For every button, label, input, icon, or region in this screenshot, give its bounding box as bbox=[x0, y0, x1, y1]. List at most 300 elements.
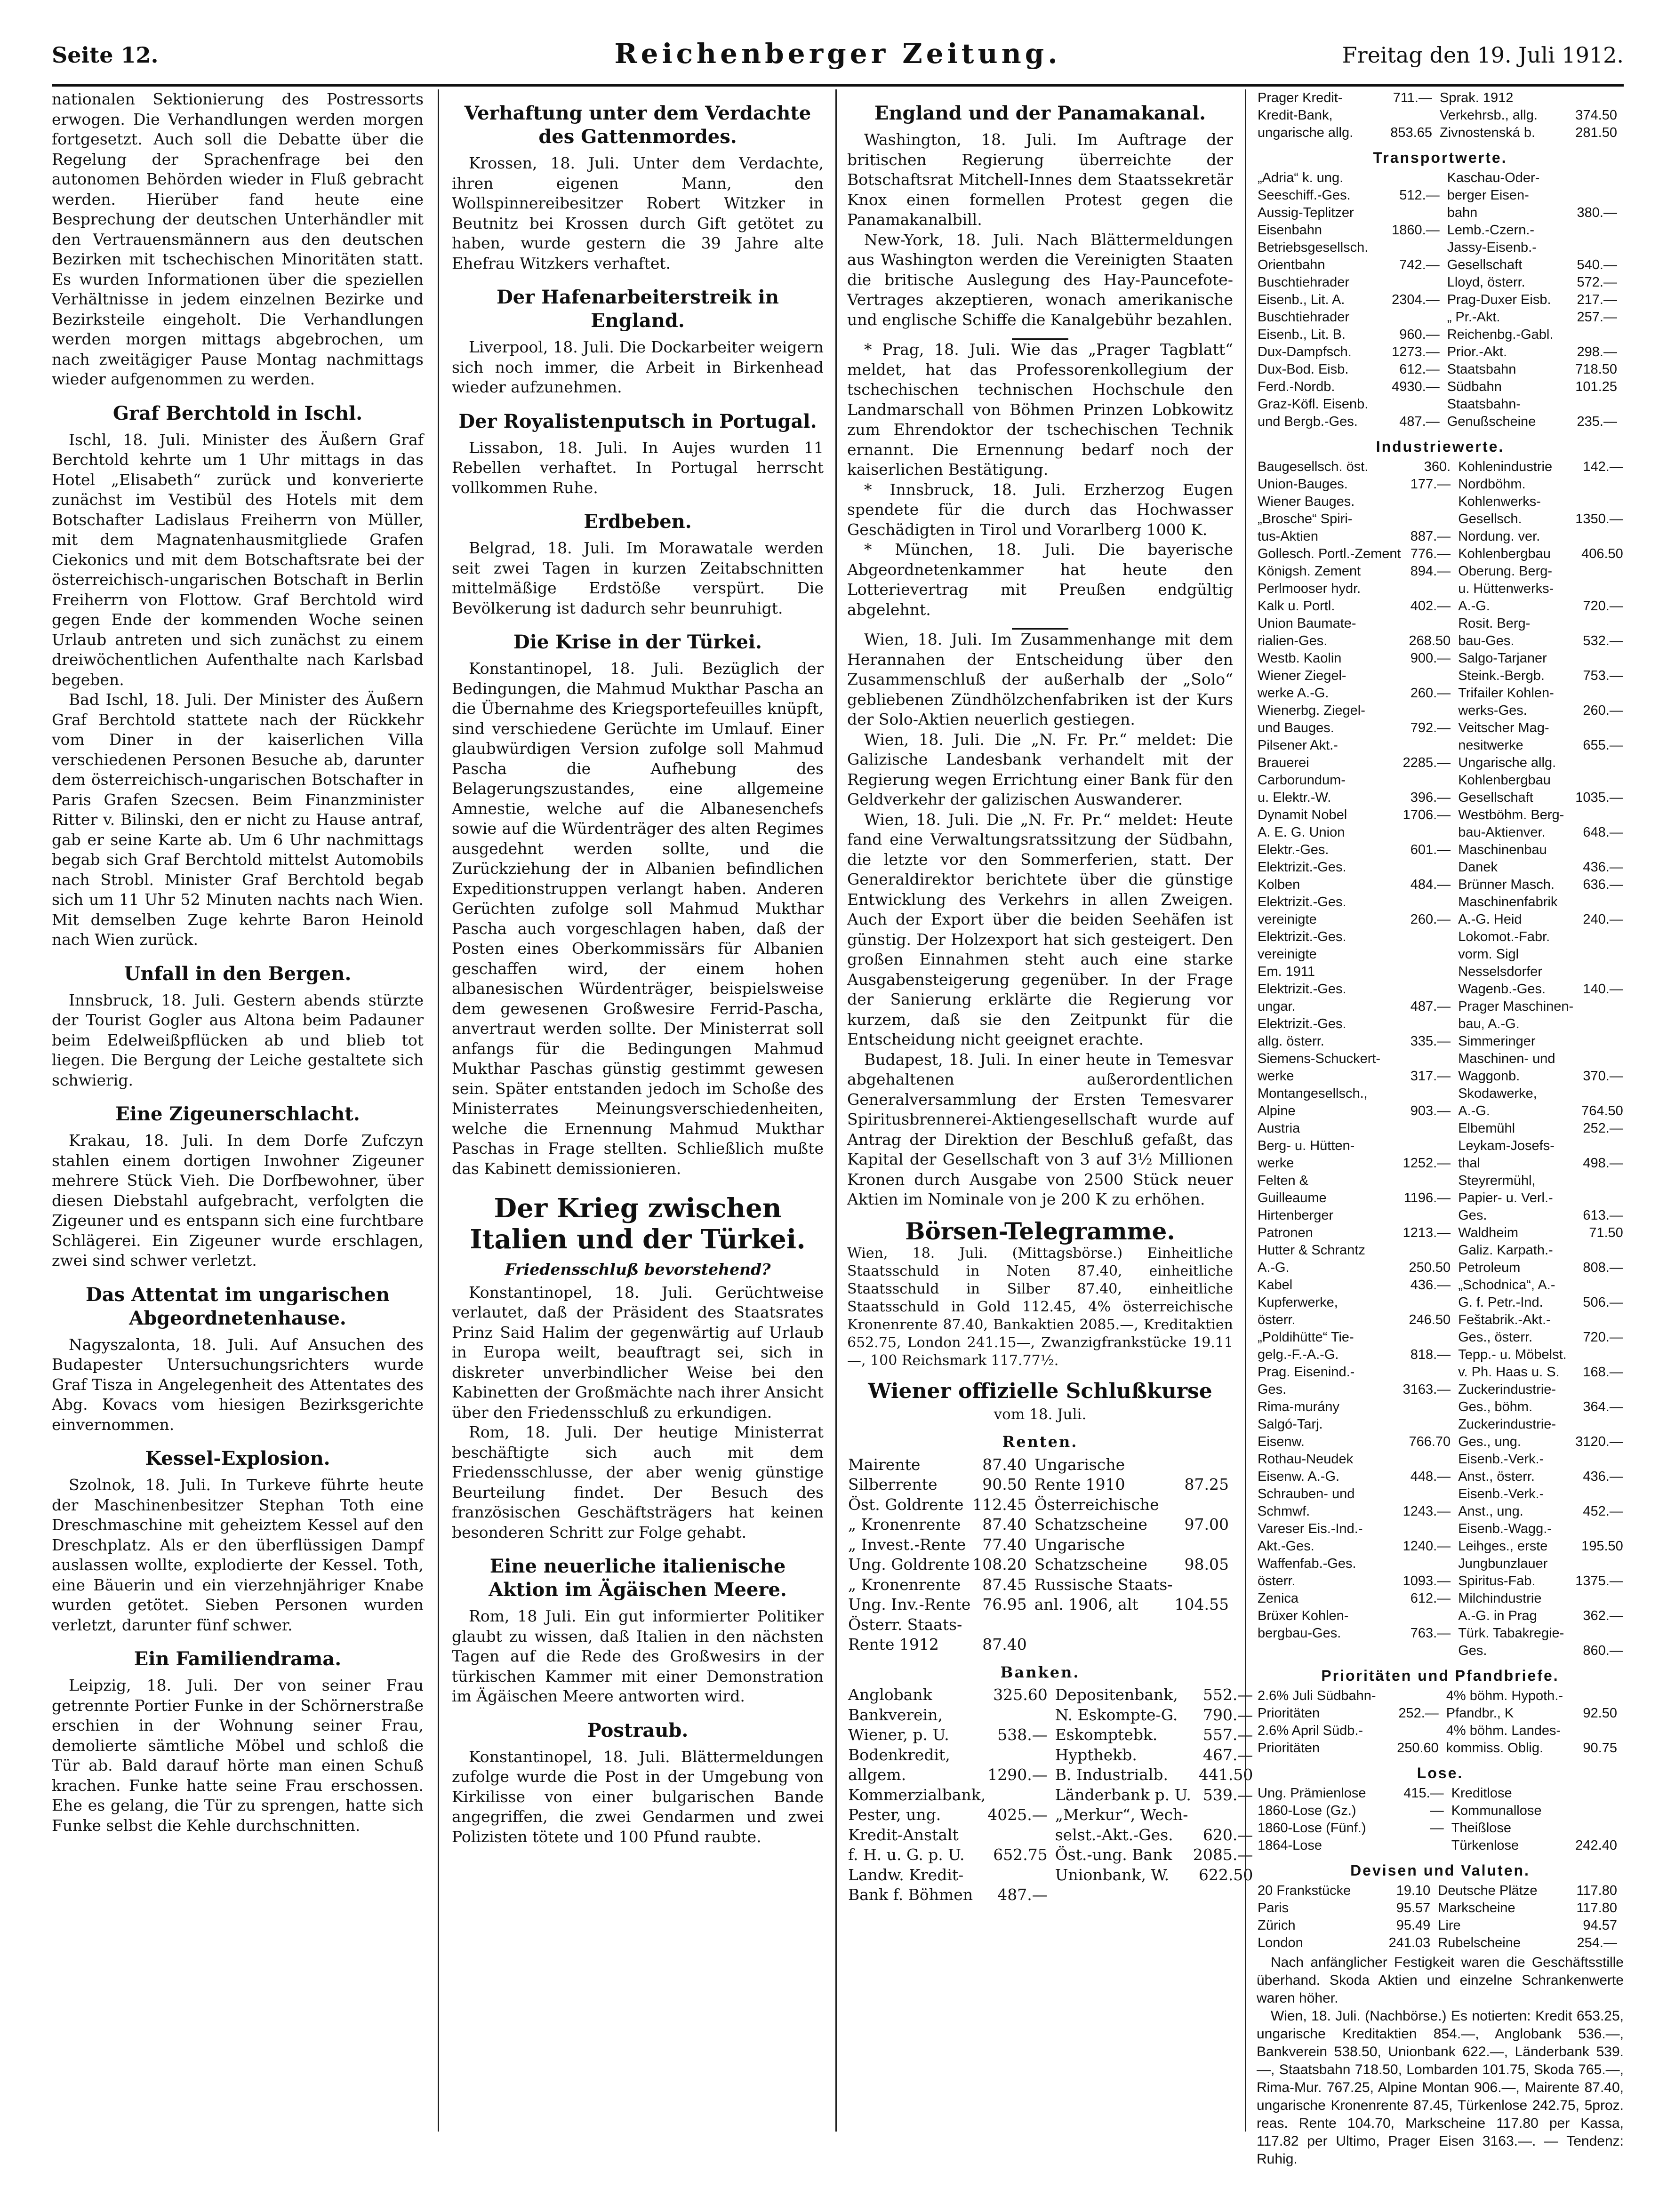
quote-value: 87.45 bbox=[982, 1575, 1027, 1594]
quote-name: Westb. Kaolin bbox=[1258, 651, 1342, 666]
quote-value: 655.— bbox=[1583, 738, 1623, 753]
quote-row bbox=[1257, 859, 1630, 876]
article-paragraph: Wien, 18. Juli. Im Zusammenhange mit dem Herannahen der Entscheidung über den Zusammenschluß der außerhalb der „Solo“ gebliebenen Zündhölzchenfabriken ist der Kurs der Solo-Aktien neuerlich gestiegen. bbox=[847, 630, 1233, 728]
quote-row bbox=[1257, 343, 1624, 361]
quote-value: 903.— bbox=[1410, 1103, 1451, 1118]
quote-name: „Schodnica“, A.- bbox=[1458, 1278, 1555, 1293]
quote-name: 1860-Lose (Gz.) bbox=[1258, 1803, 1356, 1818]
quote-row bbox=[1257, 1050, 1630, 1068]
quote-value: 250.60 bbox=[1397, 1741, 1439, 1756]
quote-name: Eisenbahn bbox=[1258, 223, 1322, 238]
nachboerse-text: Wien, 18. Juli. (Nachbörse.) Es notierten: Kredit 653.25, ungarische Kreditaktien 854.—, Anglobank 536.—, Bankverein 538.50, Unionbank 622.—, Länderbank 539.—, Staatsbahn 718.50, Lombarden 101.75, Skoda 765.—, Rima-Mur. 767.25, Alpine Montan 906.—, Mairente 87.40, ungarische Kronenrente 87.45, Türkenlose 242.75, 5proz. reas. Rente 104.70, Markscheine 117.80 per Kassa, 117.82 per Ultimo, Prager Eisen 3163.—. — Tendenz: Ruhig. bbox=[1257, 2008, 1624, 2167]
article-paragraph: Budapest, 18. Juli. In einer heute in Temesvar abgehaltenen außerordentlichen Generalversammlung der Ersten Temesvarer Spiritusbrennerei-Aktiengesellschaft wurde auf Antrag der Direktion der Beschluß gefaßt, das Kapital der Gesellschaft von 3 auf 3½ Millionen Kronen durch Ausgabe von 2500 Stück neuer Aktien im Nominale von je 200 K zu erhöhen. bbox=[847, 1050, 1233, 1208]
quote-name: allgem. bbox=[848, 1765, 906, 1784]
quote-value: 552.— bbox=[1202, 1685, 1253, 1704]
quote-name: Markscheine bbox=[1438, 1901, 1515, 1916]
quote-value: — bbox=[1430, 1821, 1444, 1836]
quote-name: Gesellschaft bbox=[1447, 257, 1523, 272]
quote-name: Landw. Kredit- bbox=[848, 1865, 964, 1884]
quote-row bbox=[1257, 1520, 1630, 1538]
quote-value: 104.55 bbox=[1174, 1595, 1229, 1613]
quote-row bbox=[1257, 981, 1630, 998]
quote-row bbox=[1257, 928, 1630, 946]
quote-row bbox=[1257, 89, 1624, 107]
quote-value bbox=[1384, 239, 1446, 256]
quote-name: Pfandbr., K bbox=[1446, 1706, 1514, 1721]
quote-value bbox=[1574, 1381, 1630, 1398]
quote-name: Kommerzialbank, bbox=[848, 1785, 986, 1804]
quote-value bbox=[1574, 1520, 1630, 1538]
quote-name: Lire bbox=[1438, 1918, 1461, 1933]
quote-value: 436.— bbox=[1583, 860, 1623, 875]
quote-name: Betriebsgesellsch. bbox=[1258, 240, 1369, 255]
quote-value bbox=[1574, 998, 1630, 1015]
quote-value bbox=[1574, 1033, 1630, 1050]
quote-name: Baugesellsch. öst. bbox=[1258, 459, 1369, 474]
quote-name: Prioritäten bbox=[1258, 1741, 1320, 1756]
quote-name: „Adria“ k. ung. bbox=[1258, 170, 1344, 185]
article-paragraph: * Innsbruck, 18. Juli. Erzherzog Eugen spendete für die durch das Hochwasser Geschädigten in Tirol und Vorarlberg 1000 K. bbox=[847, 480, 1233, 539]
quote-value: 2304.— bbox=[1392, 292, 1440, 307]
quote-value bbox=[1378, 107, 1439, 124]
quote-value: 257.— bbox=[1577, 310, 1617, 325]
quote-value: 753.— bbox=[1583, 668, 1623, 683]
quote-name: allg. österr. bbox=[1258, 1034, 1324, 1049]
quote-value: 1035.— bbox=[1575, 790, 1623, 805]
quote-value: 441.50 bbox=[1198, 1765, 1253, 1784]
quote-row bbox=[1257, 1155, 1630, 1172]
quote-value: 498.— bbox=[1583, 1156, 1623, 1171]
quote-value bbox=[1384, 309, 1446, 326]
quote-name: N. Eskompte-G. bbox=[1055, 1705, 1178, 1724]
quote-value bbox=[1384, 274, 1446, 291]
quote-name: Milchindustrie bbox=[1458, 1591, 1542, 1606]
quote-value: 1290.— bbox=[987, 1765, 1048, 1784]
quote-row bbox=[1257, 1433, 1630, 1451]
quote-name: Steyrermühl, bbox=[1458, 1173, 1536, 1188]
quote-row bbox=[1257, 1705, 1624, 1722]
quote-value: 260.— bbox=[1410, 912, 1451, 927]
quote-value: 652.75 bbox=[993, 1845, 1048, 1864]
column-divider bbox=[1245, 89, 1246, 2132]
quote-name: Veitscher Mag- bbox=[1458, 720, 1549, 735]
quote-value bbox=[1402, 493, 1458, 511]
quote-name: 2.6% April Südb.- bbox=[1258, 1723, 1363, 1738]
industrie-heading: Industriewerte. bbox=[1376, 438, 1505, 455]
quote-row bbox=[847, 1845, 1259, 1865]
quote-name: Österreichische bbox=[1034, 1495, 1159, 1514]
article-headline: Das Attentat im ungarischen Abgeordnetenhause. bbox=[86, 1283, 390, 1329]
quote-row bbox=[1257, 963, 1630, 981]
quote-value: 112.45 bbox=[972, 1495, 1027, 1514]
quote-row bbox=[1257, 1259, 1630, 1277]
quote-value bbox=[1574, 946, 1630, 963]
article-headline: Die Krise in der Türkei. bbox=[513, 631, 762, 653]
quote-row bbox=[1257, 1120, 1630, 1137]
quote-name: Elektrizit.-Ges. bbox=[1258, 982, 1346, 997]
article-paragraph: Krakau, 18. Juli. In dem Dorfe Zufczyn stahlen einem dortigen Inwohner Zigeuner mehrere Stück Vieh. Die Dorfbewohner, über diesen Diebstahl aufgebracht, verfolgten die Zigeuner und es entspann sich eine furchtbare Schlägerei. Ein Zigeuner wurde erschlagen, zwei sind schwer verletzt. bbox=[52, 1131, 424, 1270]
quote-name: Mairente bbox=[848, 1455, 921, 1474]
quote-value: 790.— bbox=[1202, 1705, 1253, 1724]
quote-value: 374.50 bbox=[1575, 108, 1617, 123]
quote-value: 97.00 bbox=[1184, 1515, 1229, 1533]
quote-value: 860.— bbox=[1583, 1643, 1623, 1658]
quote-value bbox=[986, 1705, 1054, 1725]
boerse-heading: Börsen-Telegramme. bbox=[905, 1217, 1175, 1245]
quote-name: G. f. Petr.-Ind. bbox=[1458, 1295, 1543, 1310]
quote-name: Unionbank, W. bbox=[1055, 1865, 1170, 1884]
quote-name: bau, A.-G. bbox=[1458, 1016, 1520, 1031]
masthead bbox=[52, 38, 1624, 75]
quote-value: 894.— bbox=[1410, 564, 1451, 579]
article-paragraph: nationalen Sektionierung des Postressorts erwogen. Die Verhandlungen werden morgen fortgesetzt. Auch soll die Debatte über die Regelung der Sprachenfrage bei den autonomen Behörden wieder in Fluß gebracht werden. Hierüber fand heute eine Besprechung der deutschen Unterhändler mit den Vertrauensmännern aus den deutschen Bezirken mit tschechischen Minoritäten statt. Es wurden Informationen über die speziellen Verhältnisse in jedem einzelnen Bezirke und Bezirksteile eingeholt. Die Verhandlungen werden morgen mittags abgebrochen, um nach zweitägiger Pause Montag nachmittags wieder aufgenommen zu werden. bbox=[52, 90, 424, 388]
quote-value bbox=[1402, 1015, 1458, 1033]
quote-name: Ges., böhm. bbox=[1458, 1399, 1533, 1414]
quote-value bbox=[1384, 204, 1446, 222]
quote-value: 142.— bbox=[1583, 459, 1623, 474]
quote-name: Ungarische bbox=[1034, 1535, 1125, 1554]
quote-row bbox=[1257, 1277, 1630, 1294]
quote-value bbox=[1574, 1555, 1630, 1573]
quote-value: 766.70 bbox=[1409, 1434, 1451, 1449]
quote-row bbox=[847, 1745, 1259, 1765]
quote-row bbox=[847, 1495, 1235, 1515]
quote-name: Prag-Duxer Eisb. bbox=[1447, 292, 1551, 307]
quote-value: 335.— bbox=[1410, 1034, 1451, 1049]
quote-row bbox=[1257, 1722, 1624, 1740]
quote-name: Russische Staats- bbox=[1034, 1575, 1173, 1594]
article-headline: Der Hafenarbeiterstreik in England. bbox=[497, 286, 779, 332]
quote-value bbox=[986, 1745, 1054, 1765]
quote-name: Türkenlose bbox=[1451, 1838, 1519, 1853]
quote-name: bergbau-Ges. bbox=[1258, 1626, 1341, 1641]
quote-name: Dux-Bod. Eisb. bbox=[1258, 362, 1349, 377]
quote-name: vereinigte bbox=[1258, 947, 1317, 962]
quote-name: Rente 1912 bbox=[848, 1635, 939, 1653]
quote-row bbox=[1257, 1917, 1624, 1934]
quote-value bbox=[1402, 1451, 1458, 1468]
quote-row bbox=[1257, 291, 1624, 309]
quote-name: Wiener Bauges. bbox=[1258, 494, 1355, 509]
boerse-text: Wien, 18. Juli. (Mittagsbörse.) Einheitliche Staatsschuld in Noten 87.40, einheitliche Staatsschuld in Silber 87.40, einheitliche Staatsschuld in Gold 112.45, 4% österreichische Kronenrente 87.40, Bankaktien 2085.—, Kreditaktien 652.75, London 241.15—, Zwanzigfrankstücke 19.11—, 100 Reichsmark 117.77½. bbox=[847, 1245, 1233, 1369]
quote-name: Gollesch. Portl.-Zement bbox=[1258, 546, 1401, 561]
quote-name: Depositenbank, bbox=[1055, 1685, 1178, 1704]
quote-name: Maschinenfabrik bbox=[1458, 894, 1558, 910]
quote-value bbox=[1192, 1805, 1259, 1825]
quote-name: Prager Kredit- bbox=[1258, 90, 1343, 105]
quote-name: Eisenb.-Wagg.- bbox=[1458, 1521, 1552, 1536]
quote-name: A.-G. bbox=[1458, 599, 1490, 614]
quote-value: 1350.— bbox=[1575, 511, 1623, 527]
quote-value bbox=[1402, 928, 1458, 946]
quote-name: u. Elektr.-W. bbox=[1258, 790, 1331, 805]
quote-name: Rubelscheine bbox=[1438, 1935, 1521, 1950]
quote-row bbox=[1257, 1294, 1630, 1311]
article-headline: Verhaftung unter dem Verdachte des Gattenmordes. bbox=[464, 102, 811, 148]
quote-value: 177.— bbox=[1410, 477, 1451, 492]
quote-name: Ges., österr. bbox=[1458, 1330, 1533, 1345]
quote-value bbox=[1402, 1485, 1458, 1503]
article-paragraph: Leipzig, 18. Juli. Der von seiner Frau getrennte Portier Funke in der Schörnerstraße erschien in der Wohnung seiner Frau, demolierte sämtliche Möbel und schloß die Tür ab. Bald darauf hörte man einen Schuß krachen. Funke hatte seine Frau erschossen. Ehe es gelang, die Tür zu sprengen, hatte sich Funke selbst die Kehle durchschnitten. bbox=[52, 1676, 424, 1835]
article-headline: Unfall in den Bergen. bbox=[124, 962, 352, 985]
quote-name: Zuckerindustrie- bbox=[1458, 1382, 1556, 1397]
quote-row bbox=[1257, 1085, 1630, 1102]
quote-name: 1860-Lose (Fünf.) bbox=[1258, 1821, 1366, 1836]
quote-name: Papier- u. Verl.- bbox=[1458, 1190, 1553, 1206]
quote-row bbox=[1257, 1642, 1630, 1660]
quote-name: Elektr.-Ges. bbox=[1258, 842, 1329, 857]
quote-value bbox=[1574, 772, 1630, 789]
quote-name: Guilleaume bbox=[1258, 1190, 1327, 1206]
quote-name: Rente 1910 bbox=[1034, 1475, 1125, 1493]
quote-name: f. H. u. G. p. U. bbox=[848, 1845, 965, 1864]
issue-date: Freitag den 19. Juli 1912. bbox=[1342, 42, 1624, 68]
quote-name: Bankverein, bbox=[848, 1705, 943, 1724]
quote-name: Vareser Eis.-Ind.- bbox=[1258, 1521, 1363, 1536]
quote-row bbox=[847, 1535, 1235, 1555]
quote-name: werke A.-G. bbox=[1258, 686, 1329, 701]
quote-name: Kommunallose bbox=[1451, 1803, 1542, 1818]
quote-value: 2285.— bbox=[1403, 755, 1451, 770]
quote-name: Ferd.-Nordb. bbox=[1258, 379, 1335, 394]
quote-value: 101.25 bbox=[1575, 379, 1617, 394]
quote-row bbox=[1257, 876, 1630, 894]
quote-row bbox=[1257, 326, 1624, 343]
quote-row bbox=[1257, 256, 1624, 274]
quote-value bbox=[1402, 1398, 1458, 1416]
quote-name: Kaschau-Oder- bbox=[1447, 170, 1540, 185]
quote-value: 4025.— bbox=[987, 1805, 1048, 1824]
quote-value: 19.10 bbox=[1396, 1883, 1431, 1898]
quote-value bbox=[1402, 667, 1458, 685]
quote-name: Kredit-Bank, bbox=[1258, 108, 1333, 123]
quote-name: Maschinen- und bbox=[1458, 1051, 1555, 1066]
quote-row bbox=[1257, 1785, 1624, 1802]
quote-value bbox=[1402, 1207, 1458, 1224]
article-headline: Der Royalistenputsch in Portugal. bbox=[458, 410, 817, 432]
quote-value: 76.95 bbox=[982, 1595, 1027, 1613]
quote-value: 94.57 bbox=[1583, 1918, 1617, 1933]
quote-row bbox=[1257, 1102, 1630, 1120]
quote-value: 622.50 bbox=[1198, 1865, 1253, 1884]
quote-value: 241.03 bbox=[1388, 1935, 1431, 1950]
quote-row bbox=[847, 1785, 1259, 1805]
quote-value bbox=[1402, 1242, 1458, 1259]
quote-value: 487.— bbox=[1399, 414, 1440, 429]
quote-value: 268.50 bbox=[1409, 633, 1451, 648]
quote-value: 776.— bbox=[1410, 546, 1451, 561]
quote-name: Bank f. Böhmen bbox=[848, 1885, 973, 1904]
article-paragraph: Ischl, 18. Juli. Minister des Äußern Graf Berchtold kehrte um 1 Uhr mittags in das Hotel „Elisabeth“ zurück und konverierte zunächst im Vestibül des Hotels mit dem Botschafter Ladislaus Freiherrn von Müller, mit dem Magnatenhausmitgliede Grafen Ciekonics und mit dem Botschaftsrate bei der österreichisch-ungarischen Botschaft in Berlin Freiherrn von Flottow. Graf Berchtold wird gegen Ende der kommenden Woche seinen Urlaub antreten und sich zunächst zu einem dreiwöchentlichen Aufenthalte nach Karlsbad begeben. bbox=[52, 430, 424, 689]
article-headline: Ein Familiendrama. bbox=[134, 1648, 342, 1670]
quote-value bbox=[1402, 1607, 1458, 1625]
quote-name: Türk. Tabakregie- bbox=[1458, 1626, 1564, 1641]
quote-value bbox=[1192, 1885, 1259, 1905]
top-table bbox=[1257, 89, 1624, 142]
article-paragraph: Innsbruck, 18. Juli. Gestern abends stürzte der Tourist Gogler aus Altona beim Padauner beim Edelweißpflücken ab und blieb tot liegen. Die Bergung der Leiche gestaltete sich schwierig. bbox=[52, 990, 424, 1089]
quote-value: 436.— bbox=[1583, 1469, 1623, 1484]
quote-row bbox=[1257, 1398, 1630, 1416]
quote-value bbox=[971, 1615, 1033, 1635]
quote-value bbox=[1402, 1642, 1458, 1660]
quote-name: Perlmooser hydr. bbox=[1258, 581, 1361, 596]
article-paragraph: New-York, 18. Juli. Nach Blättermeldungen aus Washington werden die Vereinigten Staaten die britische Auslegung des Hay-Pauncefote-Vertrages akzeptieren, wonach amerikanische und englische Schiffe die Kanalgebühr bezahlen. bbox=[847, 230, 1233, 329]
quote-name: Em. 1911 bbox=[1258, 964, 1315, 979]
quote-name: kommiss. Oblig. bbox=[1446, 1741, 1544, 1756]
quote-row bbox=[847, 1595, 1235, 1615]
quote-name: v. Ph. Haas u. S. bbox=[1458, 1365, 1560, 1380]
devisen-heading: Devisen und Valuten. bbox=[1350, 1862, 1530, 1879]
quote-name: „ Invest.-Rente bbox=[848, 1535, 966, 1554]
quote-name: Königsh. Zement bbox=[1258, 564, 1361, 579]
article-paragraph: * Prag, 18. Juli. Wie das „Prager Tagblatt“ meldet, hat das Professorenkollegium der tschechischen technischen Hochschule den Landmarschall von Böhmen Prinzen Lobkowitz zum Ehrendoktor der tschechischen Technik ernannt. Die Ernennung bedarf noch der kaiserlichen Bestätigung. bbox=[847, 340, 1233, 479]
quote-name: Salgo-Tarjaner bbox=[1458, 651, 1547, 666]
quote-row bbox=[847, 1555, 1235, 1575]
quote-name: Schrauben- und bbox=[1258, 1486, 1355, 1501]
quote-value bbox=[1402, 981, 1458, 998]
quote-name: werke bbox=[1258, 1069, 1294, 1084]
quote-row bbox=[1257, 222, 1624, 239]
quote-name: Paris bbox=[1258, 1901, 1289, 1916]
quote-value: 195.50 bbox=[1581, 1539, 1623, 1554]
quote-name: Union Baumate- bbox=[1258, 616, 1356, 631]
quote-value bbox=[1402, 1120, 1458, 1137]
quote-row bbox=[1257, 1242, 1630, 1259]
quote-value bbox=[1574, 1190, 1630, 1207]
quote-name: u. Hüttenwerks- bbox=[1458, 581, 1554, 596]
quote-name: Elektrizit.-Ges. bbox=[1258, 894, 1346, 910]
article-paragraph: Konstantinopel, 18. Juli. Bezüglich der Bedingungen, die Mahmud Mukthar Pascha an die Übernahme des Kriegsportefeuilles knüpft, sind verschiedene Gerüchte im Umlauf. Einer glaubwürdigen Version zufolge soll Mahmud Pascha die Aufhebung des Belagerungszustandes, eine allgemeine Amnestie, welche auf die Albanesenchefs sowie auf die Würdenträger des alten Regimes ausgedehnt werden sollte, und die Zurückziehung der in Albanien befindlichen Expeditionstruppen verlangt haben. Anderen Gerüchten zufolge soll Mahmud Mukthar Pascha auch vorgeschlagen haben, daß der Posten eines Oberkommissärs für Albanien geschaffen wird, der einem hohen albanesischen Würdenträger, beispielsweise dem gewesenen Großwesire Ferrid-Pascha, anvertraut werden sollte. Der Ministerrat soll anfangs für die Bedingungen Mahmud Mukthar Paschas günstig gestimmt gewesen sein. Später entstanden jedoch im Schoße des Ministerrates Meinungsverschiedenheiten, welche die Ernennung Mahmud Mukthar Paschas in Frage stellten. Schließlich mußte das Kabinett demissionieren. bbox=[452, 659, 824, 1178]
quote-value bbox=[1574, 528, 1630, 545]
quote-value: 1273.— bbox=[1392, 344, 1440, 359]
quote-row bbox=[1257, 1224, 1630, 1242]
quote-value: 636.— bbox=[1583, 877, 1623, 892]
quote-name: Ges. bbox=[1458, 1208, 1487, 1223]
column-1 bbox=[52, 89, 424, 2132]
quote-value: 250.50 bbox=[1409, 1260, 1451, 1275]
quote-value bbox=[1174, 1635, 1235, 1655]
quote-value: 887.— bbox=[1410, 529, 1451, 544]
quote-name: rialien-Ges. bbox=[1258, 633, 1328, 648]
quote-value bbox=[1574, 841, 1630, 859]
quote-name: Jungbunzlauer bbox=[1458, 1556, 1548, 1571]
quote-row bbox=[1257, 458, 1630, 476]
quote-name: Spiritus-Fab. bbox=[1458, 1573, 1536, 1589]
quote-name: Austria bbox=[1258, 1121, 1300, 1136]
quote-row bbox=[847, 1455, 1235, 1475]
quote-name: Elbemühl bbox=[1458, 1121, 1515, 1136]
quote-name: Seeschiff.-Ges. bbox=[1258, 188, 1351, 203]
quote-value: 240.— bbox=[1583, 912, 1623, 927]
quote-name: Simmeringer bbox=[1458, 1034, 1536, 1049]
quote-row bbox=[847, 1765, 1259, 1785]
quote-name: Eisenw. bbox=[1258, 1434, 1305, 1449]
quote-name: Graz-Köfl. Eisenb. bbox=[1258, 397, 1369, 412]
quote-name: Prioritäten bbox=[1258, 1706, 1320, 1721]
quote-value bbox=[1574, 754, 1630, 772]
quote-row bbox=[1257, 361, 1624, 378]
quote-row bbox=[1257, 239, 1624, 256]
quote-name: und Bauges. bbox=[1258, 720, 1334, 735]
quote-name: Hutter & Schrantz bbox=[1258, 1243, 1365, 1258]
quote-value: 396.— bbox=[1410, 790, 1451, 805]
quote-value: 452.— bbox=[1583, 1504, 1623, 1519]
quote-name: bau-Aktienver. bbox=[1458, 825, 1546, 840]
quote-value bbox=[1402, 772, 1458, 789]
quote-value: 1706.— bbox=[1403, 807, 1451, 823]
quote-row bbox=[1257, 702, 1630, 719]
article-paragraph: Bad Ischl, 18. Juli. Der Minister des Äußern Graf Berchtold stattete nach der Rückkehr vom Diner in der kaiserlichen Villa verschiedenen Personen Besuche ab, darunter dem österreichisch-ungarischen Botschafter in Paris Grafen Szecsen. Beim Finanzminister Ritter v. Bilinski, den er nicht zu Hause antraf, gab er seine Karte ab. Um 6 Uhr nachmittags begab sich Graf Berchtold mittelst Automobils nach Strobl. Minister Graf Berchtold begab sich um 11 Uhr 52 Minuten nachts nach Wien. Mit demselben Zuge kehrte Baron Heinold nach Wien zurück. bbox=[52, 690, 424, 949]
quote-row bbox=[1257, 1468, 1630, 1485]
quote-value: 370.— bbox=[1583, 1069, 1623, 1084]
quote-name: Kohlenbergbau bbox=[1458, 546, 1551, 561]
quote-value bbox=[1402, 1172, 1458, 1190]
column-3 bbox=[847, 89, 1253, 2132]
quote-value bbox=[1574, 580, 1630, 598]
quote-value bbox=[1402, 1364, 1458, 1381]
quote-value bbox=[1574, 615, 1630, 632]
quote-name: Eisenw. A.-G. bbox=[1258, 1469, 1340, 1484]
quote-name: Patronen bbox=[1258, 1225, 1313, 1240]
quote-row bbox=[1257, 580, 1630, 598]
quote-value bbox=[986, 1825, 1054, 1845]
quote-value bbox=[1574, 1277, 1630, 1294]
quote-row bbox=[1257, 946, 1630, 963]
quote-name: Kabel bbox=[1258, 1278, 1293, 1293]
article-paragraph: Szolnok, 18. Juli. In Turkeve führte heute der Maschinenbesitzer Stephan Toth eine Dreschmaschine mit geheiztem Kessel auf den Dreschplatz. Als er den überflüssigen Dampf auslassen wollte, explodierte der Kessel. Toth, eine Bäuerin und ein vierzehnjähriger Knabe wurden getötet. Sieben Personen wurden verletzt, darunter fünf schwer. bbox=[52, 1476, 424, 1634]
quote-name: Kreditlose bbox=[1451, 1786, 1512, 1801]
quote-row bbox=[1257, 615, 1630, 632]
quote-name: Pilsener Akt.- bbox=[1258, 738, 1338, 753]
quote-value: 108.20 bbox=[972, 1555, 1027, 1573]
article-headline: Graf Berchtold in Ischl. bbox=[112, 402, 363, 424]
quote-value bbox=[1574, 685, 1630, 702]
quote-name: B. Industrialb. bbox=[1055, 1765, 1168, 1784]
quote-name: Elektrizit.-Ges. bbox=[1258, 860, 1346, 875]
quote-value bbox=[1574, 476, 1630, 493]
quote-name: vereinigte bbox=[1258, 912, 1317, 927]
quote-value bbox=[1402, 702, 1458, 719]
quote-name: Silberrente bbox=[848, 1475, 938, 1493]
quote-name: Skodawerke, bbox=[1458, 1086, 1537, 1101]
article-headline: England und der Panamakanal. bbox=[874, 102, 1206, 124]
quote-value: 572.— bbox=[1577, 275, 1617, 290]
quote-row bbox=[1257, 1451, 1630, 1468]
quote-row bbox=[847, 1515, 1235, 1535]
quote-name: „Brosche“ Spiri- bbox=[1258, 511, 1353, 527]
quote-name: Maschinenbau bbox=[1458, 842, 1547, 857]
masthead-rule bbox=[52, 84, 1624, 87]
quote-value bbox=[1574, 1346, 1630, 1364]
quote-name: Rothau-Neudek bbox=[1258, 1452, 1354, 1467]
quote-value: 90.75 bbox=[1583, 1741, 1617, 1756]
quote-name: Feštabrik.-Akt.- bbox=[1458, 1312, 1551, 1327]
quote-name bbox=[1034, 1615, 1174, 1635]
quote-name: Carborundum- bbox=[1258, 773, 1346, 788]
quote-name: Leihges., erste bbox=[1458, 1539, 1548, 1554]
quote-value: 415.— bbox=[1403, 1786, 1444, 1801]
quote-row bbox=[1257, 1573, 1630, 1590]
quote-value bbox=[986, 1865, 1054, 1885]
quote-row bbox=[1257, 1416, 1630, 1433]
quote-value bbox=[1568, 187, 1624, 204]
quote-value: 487.— bbox=[1410, 999, 1451, 1014]
quote-name: Dynamit Nobel bbox=[1258, 807, 1347, 823]
quote-name: Aussig-Teplitzer bbox=[1258, 205, 1354, 220]
quote-value: 1240.— bbox=[1403, 1539, 1451, 1554]
quote-name: Zuckerindustrie- bbox=[1458, 1417, 1556, 1432]
quote-value bbox=[1574, 963, 1630, 981]
